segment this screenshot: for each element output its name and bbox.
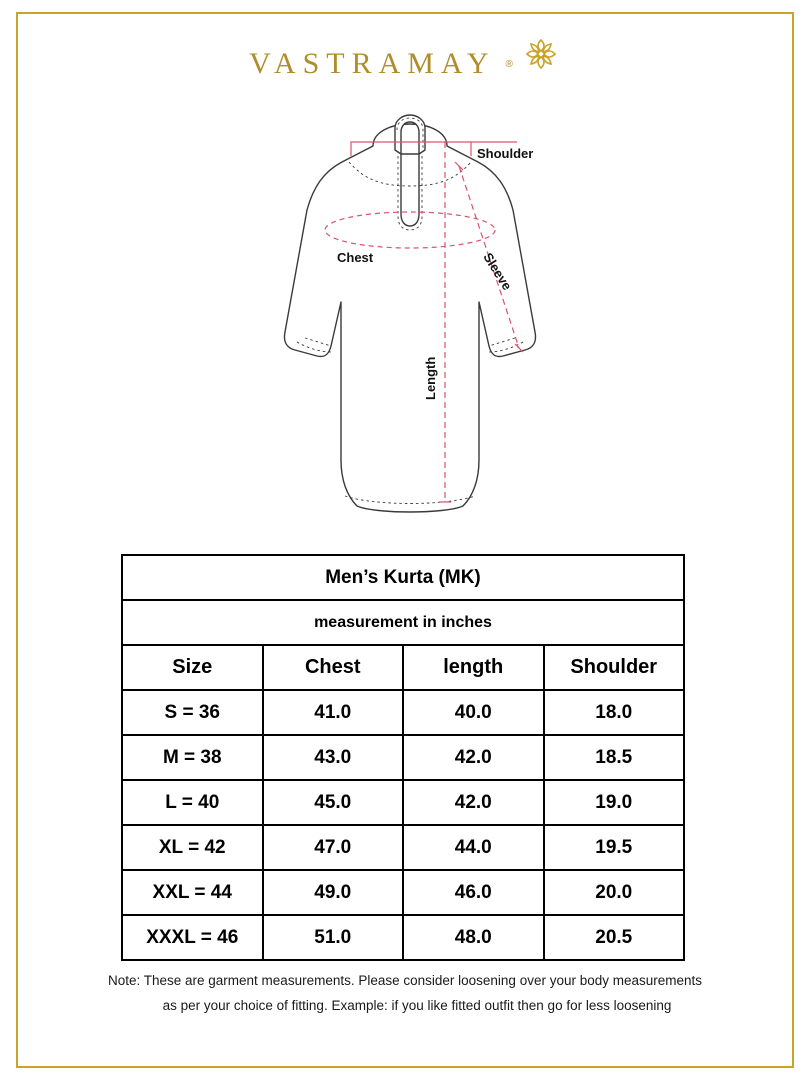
cell-chest: 51.0 xyxy=(263,915,404,960)
column-header-length: length xyxy=(403,645,544,690)
table-row xyxy=(122,915,684,960)
cell-shoulder: 19.5 xyxy=(544,825,685,870)
cell-size: S = 36 xyxy=(122,690,263,735)
cell-length: 46.0 xyxy=(403,870,544,915)
table-title: Men’s Kurta (MK) xyxy=(122,555,684,600)
label-sleeve: Sleeve xyxy=(480,250,515,293)
cell-size: M = 38 xyxy=(122,735,263,780)
column-header-size: Size xyxy=(122,645,263,690)
cell-shoulder: 19.0 xyxy=(544,780,685,825)
table-row xyxy=(122,780,684,825)
cell-size: XXL = 44 xyxy=(122,870,263,915)
cell-chest: 47.0 xyxy=(263,825,404,870)
floral-ornament-icon xyxy=(521,34,561,74)
table-title-row xyxy=(122,555,684,600)
table-row xyxy=(122,735,684,780)
size-chart-table xyxy=(121,554,685,961)
cell-shoulder: 18.0 xyxy=(544,690,685,735)
cell-chest: 43.0 xyxy=(263,735,404,780)
registered-mark: ® xyxy=(505,58,513,70)
cell-length: 42.0 xyxy=(403,780,544,825)
cell-length: 42.0 xyxy=(403,735,544,780)
cell-chest: 41.0 xyxy=(263,690,404,735)
cell-length: 44.0 xyxy=(403,825,544,870)
cell-shoulder: 20.0 xyxy=(544,870,685,915)
brand-lockup xyxy=(249,44,561,84)
label-length: Length xyxy=(423,356,438,400)
cell-size: XXXL = 46 xyxy=(122,915,263,960)
cell-size: L = 40 xyxy=(122,780,263,825)
cell-shoulder: 20.5 xyxy=(544,915,685,960)
note-line-2: as per your choice of fitting. Example: if you like fitted outfit then go for less loosening xyxy=(162,998,672,1013)
kurta-diagram xyxy=(245,110,575,540)
cell-shoulder: 18.5 xyxy=(544,735,685,780)
cell-length: 48.0 xyxy=(403,915,544,960)
note-line-1: Note: These are garment measurements. Please consider loosening over your body measurements xyxy=(107,973,703,988)
cell-chest: 45.0 xyxy=(263,780,404,825)
table-header-row xyxy=(122,645,684,690)
label-chest: Chest xyxy=(337,250,374,265)
cell-size: XL = 42 xyxy=(122,825,263,870)
measurement-note xyxy=(30,968,780,1018)
brand-header xyxy=(0,44,810,84)
column-header-chest: Chest xyxy=(263,645,404,690)
brand-name: VASTRAMAY xyxy=(249,47,496,80)
table-subtitle-row xyxy=(122,600,684,645)
table-row xyxy=(122,870,684,915)
cell-chest: 49.0 xyxy=(263,870,404,915)
column-header-shoulder: Shoulder xyxy=(544,645,685,690)
table-row xyxy=(122,690,684,735)
cell-length: 40.0 xyxy=(403,690,544,735)
table-subtitle: measurement in inches xyxy=(122,600,684,645)
label-shoulder: Shoulder xyxy=(477,146,534,161)
table-row xyxy=(122,825,684,870)
